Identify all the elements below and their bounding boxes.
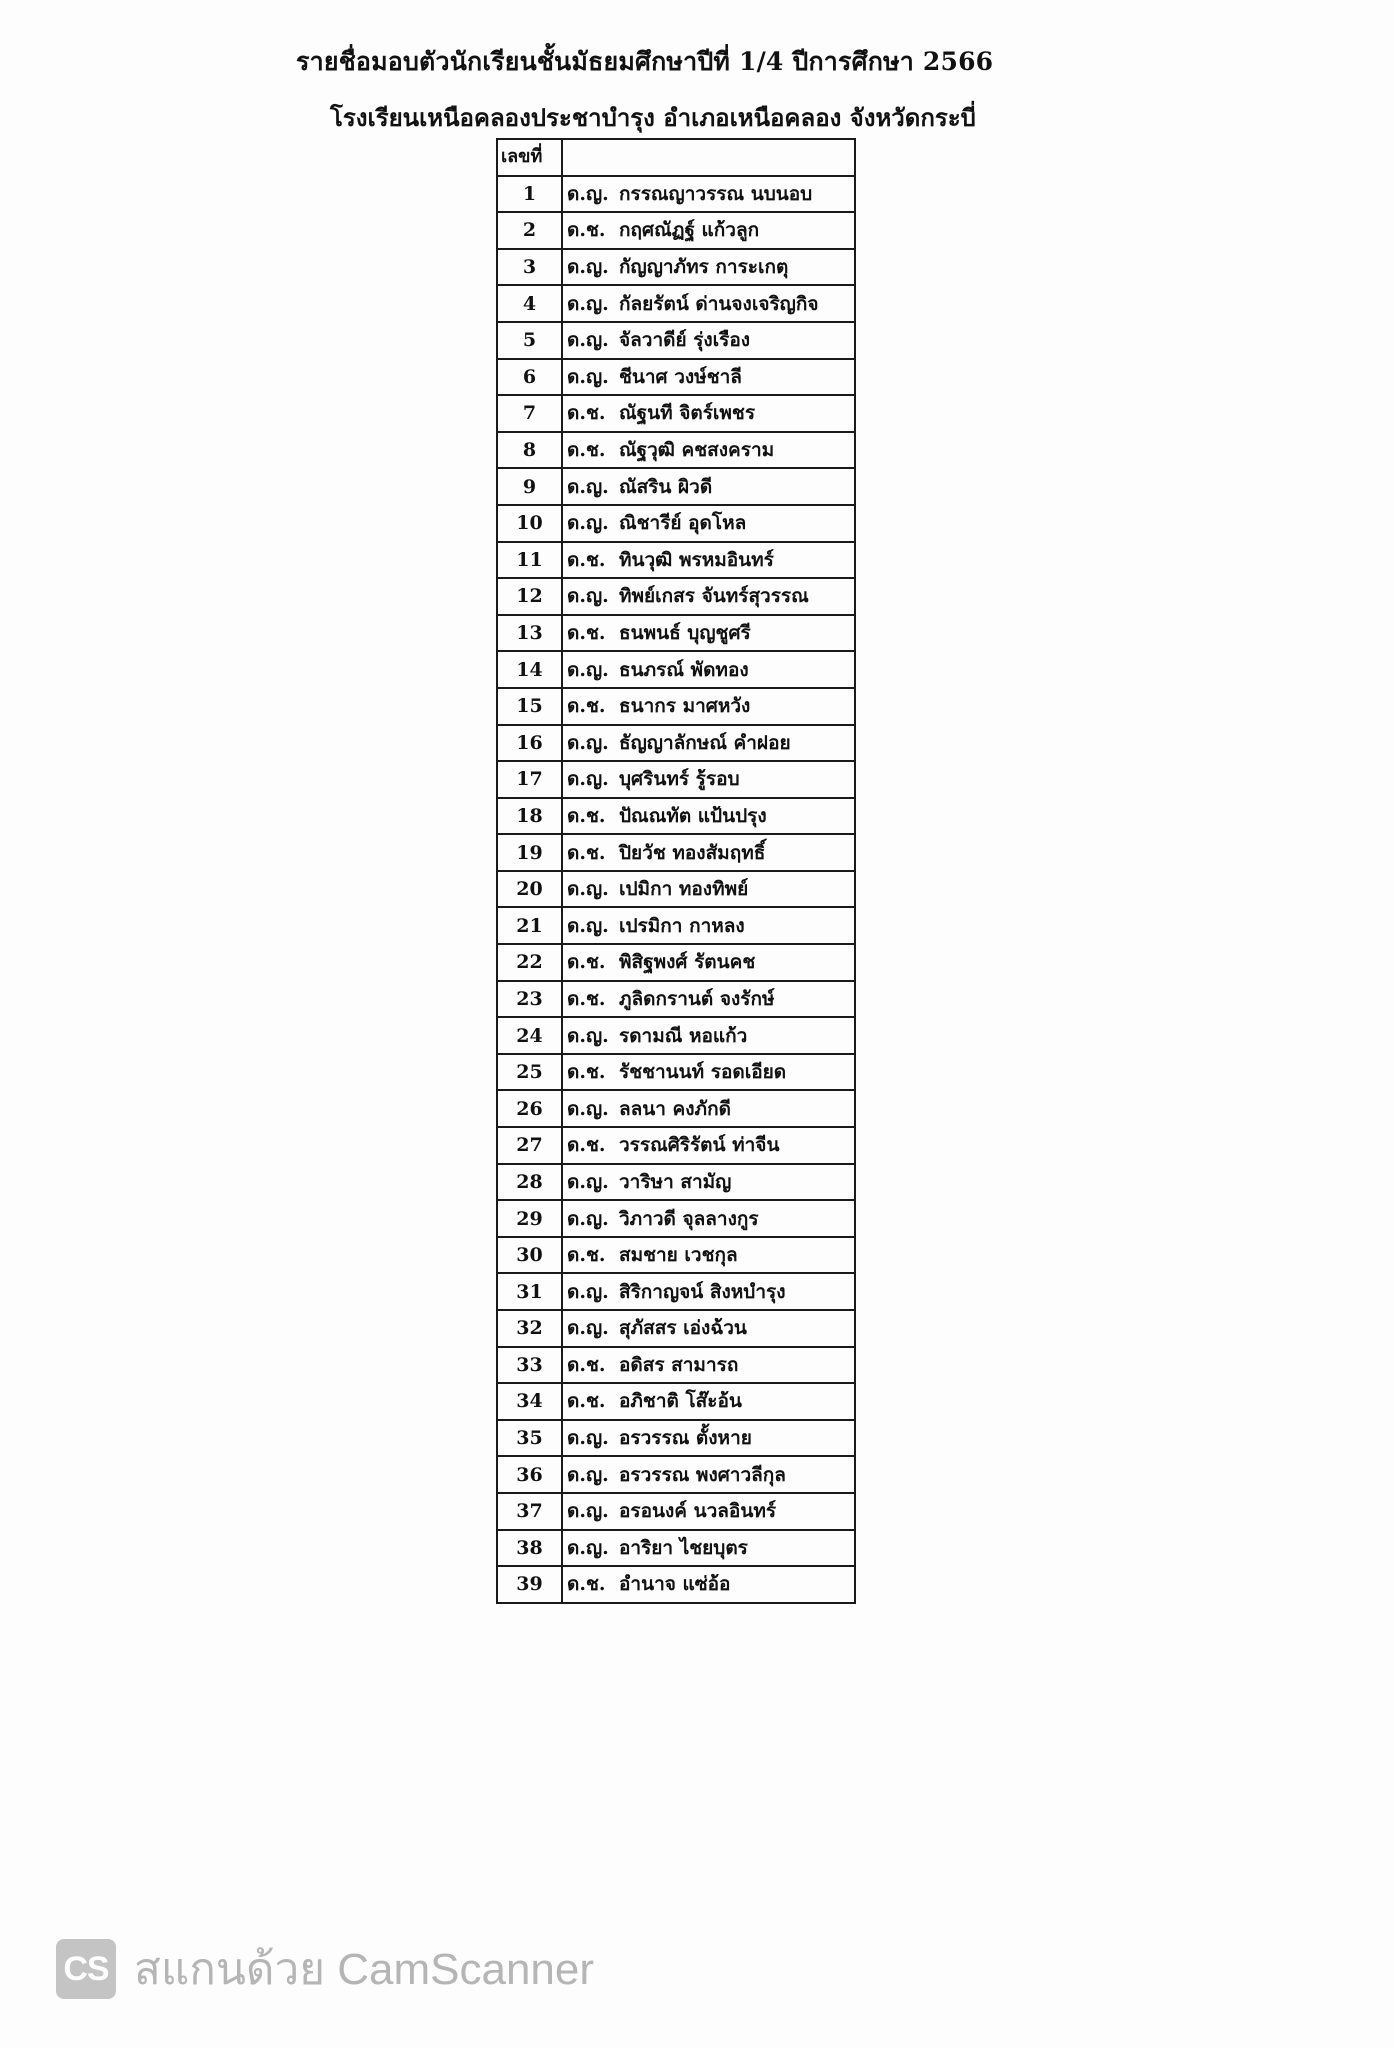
table-row (497, 1493, 855, 1530)
student-prefix: ด.ญ. (567, 512, 609, 535)
student-prefix: ด.ญ. (567, 1463, 609, 1486)
student-full-name: จัลวาดีย์ รุ่งเรือง (619, 329, 751, 352)
student-name-cell (562, 176, 855, 213)
student-name-cell (562, 1310, 855, 1347)
student-number-cell: 12 (497, 578, 562, 615)
table-row (497, 1383, 855, 1420)
student-full-name: รัชชานนท์ รอดเอียด (619, 1061, 787, 1084)
table-row (497, 1566, 855, 1603)
table-row (497, 1310, 855, 1347)
student-full-name: ธนากร มาศหวัง (619, 695, 751, 718)
table-row (497, 505, 855, 542)
student-prefix: ด.ช. (567, 951, 606, 974)
student-full-name: ธนภรณ์ พัดทอง (619, 658, 749, 681)
student-name-cell (562, 212, 855, 249)
student-number-cell: 15 (497, 688, 562, 725)
table-row (497, 322, 855, 359)
table-row (497, 468, 855, 505)
table-row (497, 249, 855, 286)
student-full-name: ทินวุฒิ พรหมอินทร์ (619, 548, 774, 571)
table-row (497, 212, 855, 249)
student-number-cell: 1 (497, 176, 562, 213)
student-full-name: พิสิฐพงศ์ รัตนคช (619, 951, 756, 974)
student-full-name: อภิชาติ โส๊ะอ้น (619, 1390, 742, 1413)
student-name-cell (562, 468, 855, 505)
student-number-cell: 10 (497, 505, 562, 542)
table-row (497, 1127, 855, 1164)
table-row (497, 285, 855, 322)
student-prefix: ด.ช. (567, 439, 606, 462)
student-number-cell: 26 (497, 1090, 562, 1127)
student-name-cell (562, 981, 855, 1018)
student-prefix: ด.ญ. (567, 1024, 609, 1047)
column-header-name (562, 139, 855, 176)
table-row (497, 688, 855, 725)
camscanner-logo-icon: CS (56, 1939, 116, 1999)
student-name-cell (562, 725, 855, 762)
student-number-cell: 5 (497, 322, 562, 359)
student-full-name: ทิพย์เกสร จันทร์สุวรรณ (619, 585, 809, 608)
student-full-name: เปรมิกา กาหลง (619, 914, 745, 937)
student-number-cell: 27 (497, 1127, 562, 1164)
student-name-cell (562, 944, 855, 981)
student-number-cell: 21 (497, 907, 562, 944)
table-row (497, 1420, 855, 1457)
student-number-cell: 7 (497, 395, 562, 432)
student-number-cell: 25 (497, 1054, 562, 1091)
student-number-cell: 16 (497, 725, 562, 762)
table-row (497, 395, 855, 432)
student-full-name: อรอนงค์ นวลอินทร์ (619, 1500, 777, 1523)
student-number-cell: 34 (497, 1383, 562, 1420)
table-row (497, 1090, 855, 1127)
student-number-cell: 35 (497, 1420, 562, 1457)
student-number-cell: 30 (497, 1237, 562, 1274)
student-name-cell (562, 359, 855, 396)
student-name-cell (562, 1493, 855, 1530)
camscanner-watermark (56, 1937, 594, 2001)
table-row (497, 359, 855, 396)
table-row (497, 834, 855, 871)
student-full-name: ณัฐวุฒิ คชสงคราม (619, 439, 775, 462)
student-name-cell (562, 1054, 855, 1091)
student-number-cell: 23 (497, 981, 562, 1018)
student-full-name: ณัฐนที จิตร์เพชร (619, 402, 756, 425)
student-full-name: กัลยรัตน์ ด่านจงเจริญกิจ (619, 292, 819, 315)
student-prefix: ด.ญ. (567, 731, 609, 754)
student-name-cell (562, 907, 855, 944)
student-name-cell (562, 1164, 855, 1201)
student-prefix: ด.ญ. (567, 1500, 609, 1523)
student-full-name: ปัณณทัต แป้นปรุง (619, 804, 767, 827)
student-number-cell: 20 (497, 871, 562, 908)
student-full-name: อำนาจ แซ่อ้อ (619, 1573, 731, 1596)
table-row (497, 944, 855, 981)
student-name-cell (562, 688, 855, 725)
student-name-cell (562, 651, 855, 688)
student-full-name: ณัสริน ผิวดี (619, 475, 713, 498)
student-name-cell (562, 1090, 855, 1127)
table-row (497, 651, 855, 688)
student-full-name: สุภัสสร เอ่งฉ้วน (619, 1317, 747, 1340)
student-name-cell (562, 1566, 855, 1603)
watermark-text: สแกนด้วย CamScanner (134, 1945, 595, 1994)
student-prefix: ด.ช. (567, 1573, 606, 1596)
student-full-name: เปมิกา ทองทิพย์ (619, 878, 749, 901)
table-row (497, 1164, 855, 1201)
student-full-name: กฤศณัฏฐ์ แก้วลูก (619, 219, 760, 242)
student-number-cell: 22 (497, 944, 562, 981)
student-number-cell: 29 (497, 1200, 562, 1237)
student-name-cell (562, 1530, 855, 1567)
student-name-cell (562, 798, 855, 835)
student-full-name: ชีนาศ วงษ์ชาลี (619, 365, 742, 388)
student-number-cell: 36 (497, 1456, 562, 1493)
student-number-cell: 17 (497, 761, 562, 798)
student-full-name: กรรณญาวรรณ นบนอบ (619, 182, 813, 205)
table-row (497, 542, 855, 579)
student-prefix: ด.ญ. (567, 878, 609, 901)
student-prefix: ด.ช. (567, 1390, 606, 1413)
student-prefix: ด.ช. (567, 987, 606, 1010)
student-name-cell (562, 542, 855, 579)
student-full-name: อดิสร สามารถ (619, 1353, 739, 1376)
student-prefix: ด.ญ. (567, 1317, 609, 1340)
student-full-name: สมชาย เวชกุล (619, 1244, 738, 1267)
student-full-name: ปิยวัช ทองสัมฤทธิ์ (619, 841, 766, 864)
student-name-cell (562, 432, 855, 469)
student-name-cell (562, 1273, 855, 1310)
student-number-cell: 3 (497, 249, 562, 286)
student-full-name: ณิชารีย์ อุดโหล (619, 512, 747, 535)
student-full-name: ลลนา คงภักดี (619, 1097, 731, 1120)
table-row (497, 1054, 855, 1091)
table-row (497, 1530, 855, 1567)
student-number-cell: 13 (497, 615, 562, 652)
student-name-cell (562, 615, 855, 652)
student-number-cell: 33 (497, 1347, 562, 1384)
student-full-name: วิภาวดี จุลลางกูร (619, 1207, 759, 1230)
student-name-cell (562, 1237, 855, 1274)
student-prefix: ด.ญ. (567, 658, 609, 681)
student-prefix: ด.ญ. (567, 292, 609, 315)
student-prefix: ด.ญ. (567, 1097, 609, 1120)
student-name-cell (562, 322, 855, 359)
student-full-name: วรรณศิริรัตน์ ท่าจีน (619, 1134, 780, 1157)
student-name-cell (562, 1347, 855, 1384)
school-subtitle: โรงเรียนเหนือคลองประชาบำรุง อำเภอเหนือคลอง จังหวัดกระบี่ (330, 103, 976, 132)
student-prefix: ด.ช. (567, 219, 606, 242)
student-prefix: ด.ช. (567, 1244, 606, 1267)
student-prefix: ด.ญ. (567, 256, 609, 279)
student-number-cell: 18 (497, 798, 562, 835)
student-prefix: ด.ช. (567, 402, 606, 425)
student-number-cell: 31 (497, 1273, 562, 1310)
student-number-cell: 38 (497, 1530, 562, 1567)
table-row (497, 1237, 855, 1274)
student-prefix: ด.ช. (567, 804, 606, 827)
student-prefix: ด.ญ. (567, 585, 609, 608)
student-prefix: ด.ญ. (567, 1280, 609, 1303)
student-name-cell (562, 1383, 855, 1420)
student-number-cell: 6 (497, 359, 562, 396)
student-number-cell: 19 (497, 834, 562, 871)
student-prefix: ด.ญ. (567, 1536, 609, 1559)
student-number-cell: 4 (497, 285, 562, 322)
student-full-name: บุศรินทร์ รู้รอบ (619, 768, 740, 791)
table-row (497, 176, 855, 213)
student-name-cell (562, 1127, 855, 1164)
table-row (497, 1017, 855, 1054)
student-prefix: ด.ช. (567, 548, 606, 571)
student-number-cell: 8 (497, 432, 562, 469)
table-row (497, 1200, 855, 1237)
student-name-cell (562, 761, 855, 798)
student-full-name: ธนพนธ์ บุญชูศรี (619, 622, 751, 645)
table-row (497, 1347, 855, 1384)
student-prefix: ด.ญ. (567, 475, 609, 498)
student-prefix: ด.ช. (567, 841, 606, 864)
student-number-cell: 28 (497, 1164, 562, 1201)
table-row (497, 578, 855, 615)
student-prefix: ด.ช. (567, 1061, 606, 1084)
table-row (497, 871, 855, 908)
table-row (497, 907, 855, 944)
student-name-cell (562, 834, 855, 871)
student-name-cell (562, 1200, 855, 1237)
student-prefix: ด.ญ. (567, 1207, 609, 1230)
student-full-name: อาริยา ไชยบุตร (619, 1536, 748, 1559)
student-name-cell (562, 285, 855, 322)
student-number-cell: 32 (497, 1310, 562, 1347)
student-name-cell (562, 578, 855, 615)
student-name-cell (562, 871, 855, 908)
student-prefix: ด.ญ. (567, 182, 609, 205)
student-prefix: ด.ญ. (567, 365, 609, 388)
table-row (497, 1273, 855, 1310)
table-header-row (497, 139, 855, 176)
table-row (497, 761, 855, 798)
student-name-cell (562, 249, 855, 286)
student-name-cell (562, 505, 855, 542)
student-full-name: อรวรรณ พงศาวลีกุล (619, 1463, 786, 1486)
student-full-name: สิริกาญจน์ สิงหบำรุง (619, 1280, 786, 1303)
student-number-cell: 9 (497, 468, 562, 505)
student-roster-table (496, 138, 856, 1604)
student-prefix: ด.ช. (567, 1353, 606, 1376)
student-full-name: รดามณี หอแก้ว (619, 1024, 748, 1047)
student-number-cell: 2 (497, 212, 562, 249)
student-prefix: ด.ญ. (567, 1170, 609, 1193)
table-row (497, 725, 855, 762)
table-row (497, 798, 855, 835)
table-row (497, 1456, 855, 1493)
student-full-name: ธัญญาลักษณ์ คำฝอย (619, 731, 791, 754)
student-prefix: ด.ญ. (567, 914, 609, 937)
student-number-cell: 37 (497, 1493, 562, 1530)
student-prefix: ด.ญ. (567, 1427, 609, 1450)
student-prefix: ด.ญ. (567, 768, 609, 791)
student-prefix: ด.ช. (567, 622, 606, 645)
student-full-name: กัญญาภัทร การะเกตุ (619, 256, 789, 279)
student-name-cell (562, 1420, 855, 1457)
student-number-cell: 14 (497, 651, 562, 688)
student-full-name: วาริษา สามัญ (619, 1170, 732, 1193)
student-prefix: ด.ช. (567, 1134, 606, 1157)
student-prefix: ด.ช. (567, 695, 606, 718)
table-row (497, 981, 855, 1018)
student-number-cell: 39 (497, 1566, 562, 1603)
table-row (497, 615, 855, 652)
student-full-name: ภูลิดกรานต์ จงรักษ์ (619, 987, 775, 1010)
student-number-cell: 11 (497, 542, 562, 579)
student-number-cell: 24 (497, 1017, 562, 1054)
student-prefix: ด.ญ. (567, 329, 609, 352)
table-body (497, 176, 855, 1603)
student-full-name: อรวรรณ ตั้งหาย (619, 1427, 752, 1450)
table-row (497, 432, 855, 469)
document-title: รายชื่อมอบตัวนักเรียนชั้นมัธยมศึกษาปีที่ 1/4 ปีการศึกษา 2566 (296, 47, 994, 76)
student-name-cell (562, 1456, 855, 1493)
student-name-cell (562, 1017, 855, 1054)
student-name-cell (562, 395, 855, 432)
column-header-number: เลขที่ (497, 139, 562, 176)
